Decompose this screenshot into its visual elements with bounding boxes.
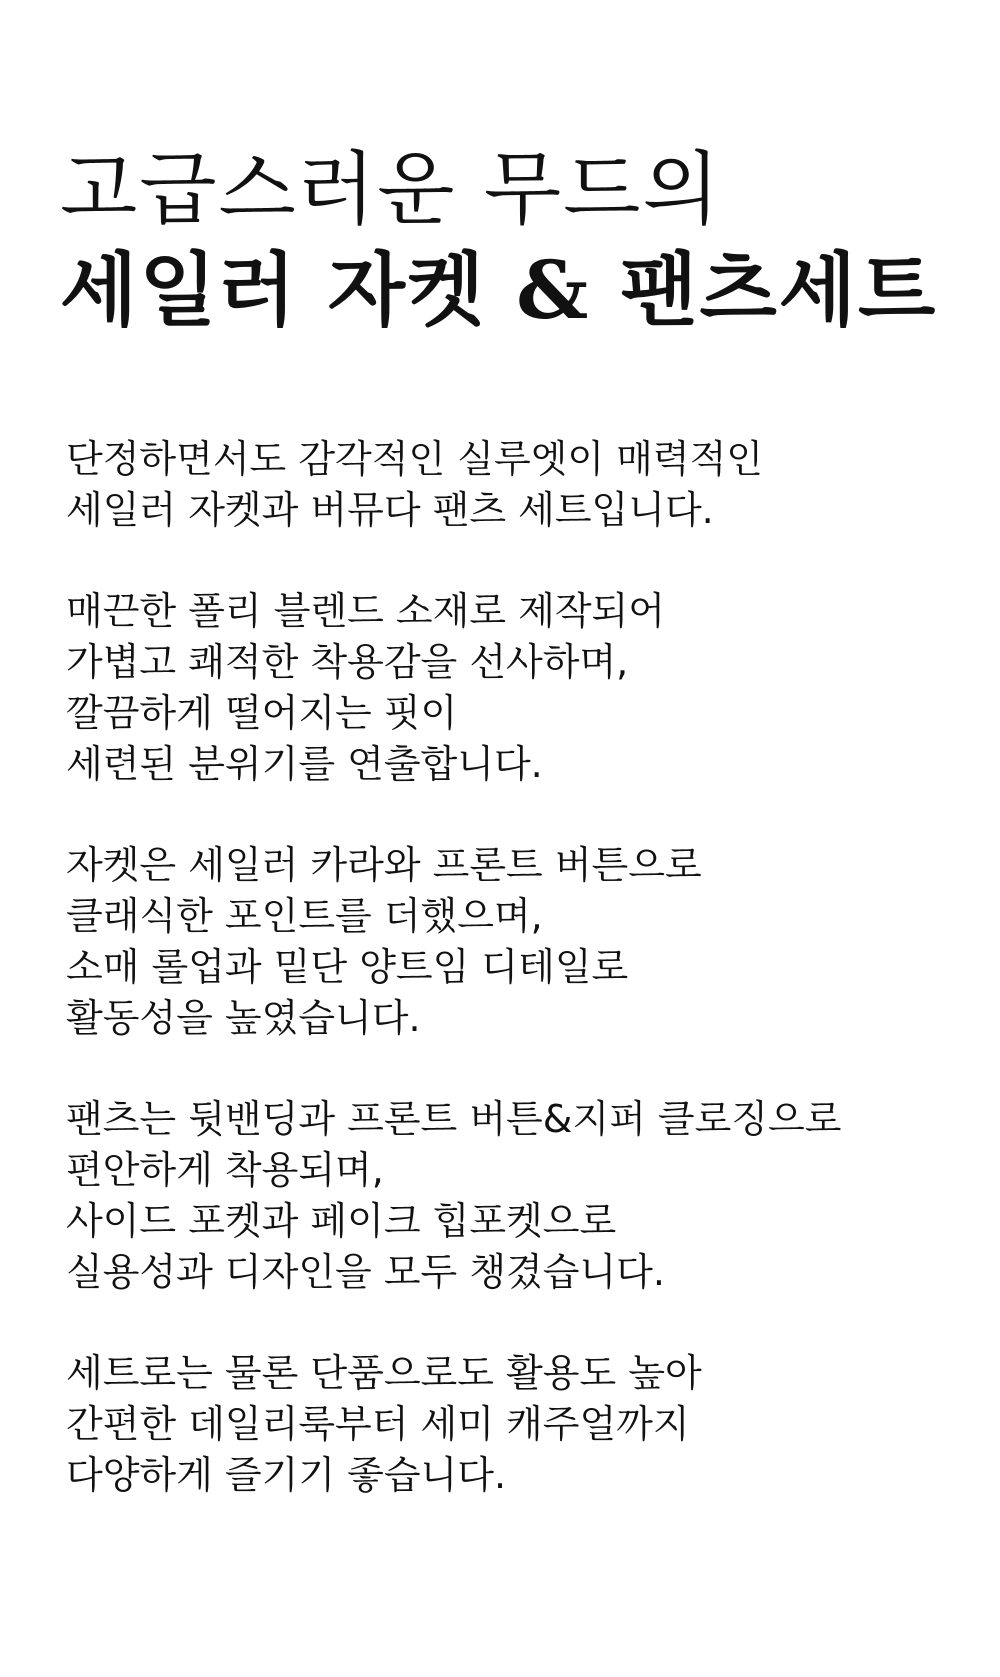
text-line: 매끈한 폴리 블렌드 소재로 제작되어 [66,589,665,633]
text-line: 간편한 데일리룩부터 세미 캐주얼까지 [66,1402,690,1446]
text-line: 다양하게 즐기기 좋습니다. [66,1453,507,1497]
text-line: 클래식한 포인트를 더했으며, [66,894,543,938]
text-line: 소매 롤업과 밑단 양트임 디테일로 [66,945,629,989]
text-line: 단정하면서도 감각적인 실루엣이 매력적인 [66,437,763,481]
text-line: 세련된 분위기를 연출합니다. [66,742,543,786]
text-line: 깔끔하게 떨어지는 핏이 [66,691,458,735]
text-line: 자켓은 세일러 카라와 프론트 버튼으로 [66,843,702,887]
paragraph-pants [66,1094,966,1298]
headline-subtitle: 고급스러운 무드의 [60,143,722,236]
text-line: 사이드 포켓과 페이크 힙포켓으로 [66,1199,617,1243]
text-line: 세일러 자켓과 버뮤다 팬츠 세트입니다. [66,488,714,532]
paragraph-styling [66,1348,966,1501]
paragraph-material [66,586,966,790]
text-line: 실용성과 디자인을 모두 챙겼습니다. [66,1250,665,1294]
paragraph-intro [66,434,966,536]
text-line: 편안하게 착용되며, [66,1148,384,1192]
text-line: 팬츠는 뒷밴딩과 프론트 버튼&지퍼 클로징으로 [66,1097,842,1141]
headline [60,140,960,340]
description-body [66,434,966,1551]
text-line: 가볍고 쾌적한 착용감을 선사하며, [66,640,629,684]
headline-title: 세일러 자켓 & 팬츠세트 [60,243,938,337]
text-line: 활동성을 높였습니다. [66,996,421,1040]
paragraph-jacket [66,840,966,1044]
text-line: 세트로는 물론 단품으로도 활용도 높아 [66,1351,702,1395]
